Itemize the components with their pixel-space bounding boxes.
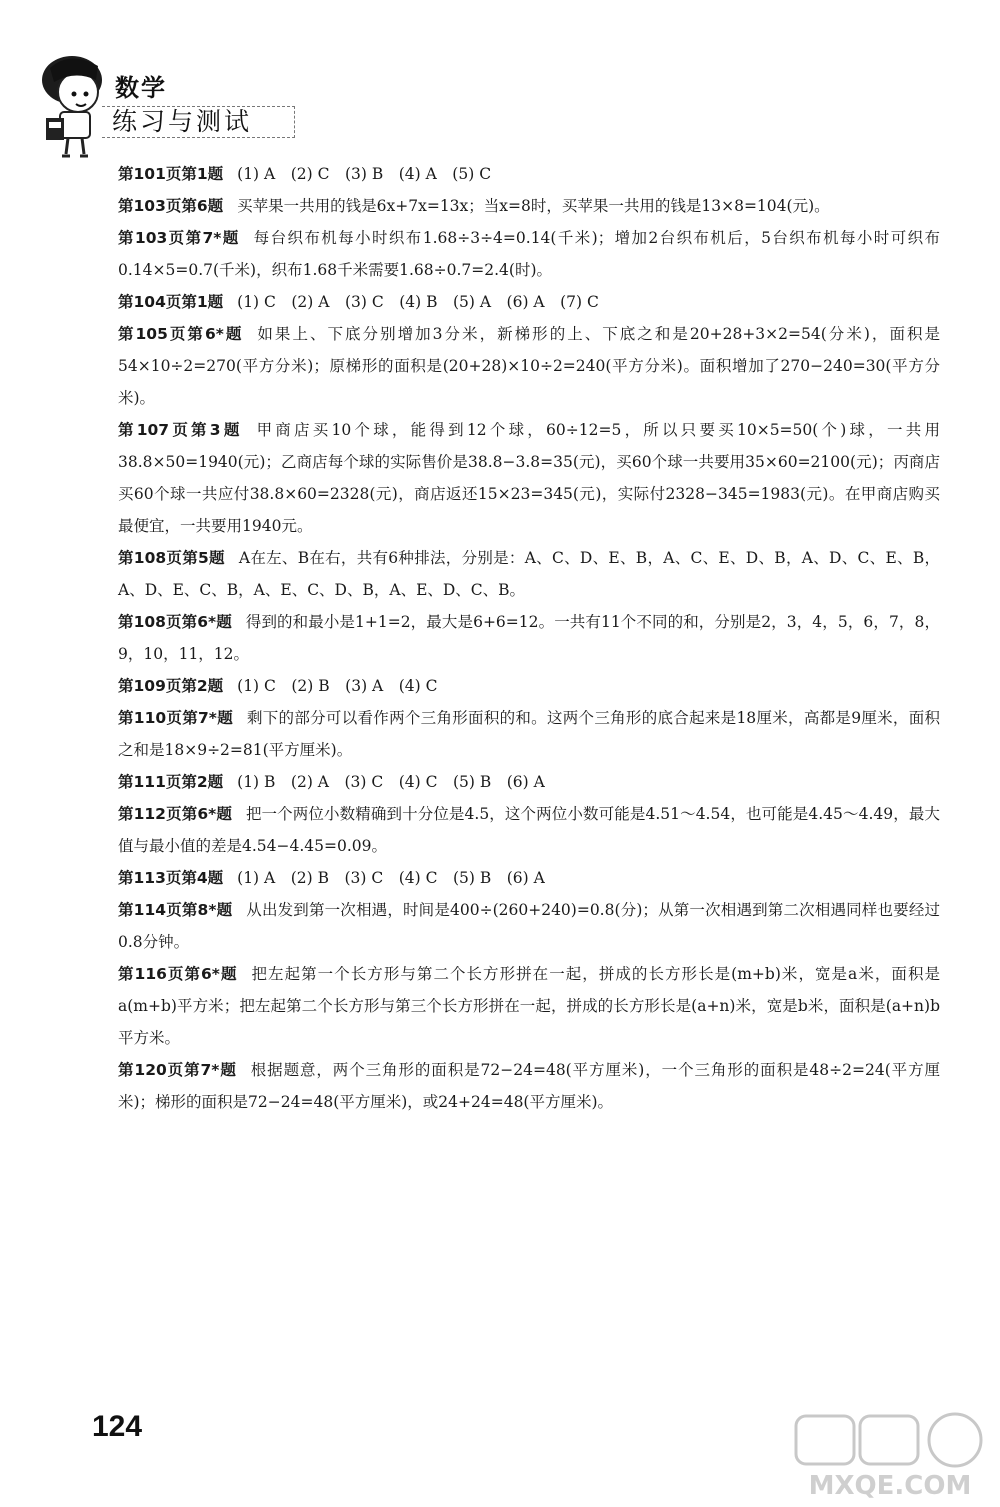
answer-entry [118,158,940,190]
answer-entry [118,286,940,318]
entry-text: (1) C (2) A (3) C (4) B (5) A (6) A (7) C [237,293,599,311]
entry-label: 第110页第7*题 [118,709,233,727]
answer-entry [118,958,940,1054]
entry-label: 第114页第8*题 [118,901,233,919]
entry-label: 第103页第7*题 [118,229,240,247]
entry-label: 第120页第7*题 [118,1061,237,1079]
answer-entry [118,542,940,606]
answer-entry [118,222,940,286]
answer-entry [118,414,940,542]
entry-text: 把一个两位小数精确到十分位是4.5，这个两位小数可能是4.51～4.54，也可能是4.45～4.49，最大值与最小值的差是4.54−4.45=0.09。 [118,805,940,855]
answer-entry [118,670,940,702]
entry-text: 甲商店买10个球，能得到12个球，60÷12=5，所以只要买10×5=50(个)球，一共用38.8×50=1940(元)；乙商店每个球的实际售价是38.8−3.8=35(元)，买60个球一共要用35×60=2100(元)；丙商店买60个球一共应付38.8×60=2328(元)，商店返还15×23=345(元)，实际付2328−345=1983(元)。在甲商店购买最便宜，一共要用1940元。 [118,421,941,535]
answer-entry [118,318,940,414]
entry-text: (1) C (2) B (3) A (4) C [237,677,438,695]
answer-entry [118,798,940,862]
entry-text: 得到的和最小是1+1=2，最大是6+6=12。一共有11个不同的和，分别是2，3，4，5，6，7，8，9，10，11，12。 [118,613,940,663]
entry-label: 第101页第1题 [118,165,224,183]
entry-text: 根据题意，两个三角形的面积是72−24=48(平方厘米)，一个三角形的面积是48÷2=24(平方厘米)；梯形的面积是72−24=48(平方厘米)，或24+24=48(平方厘米)。 [118,1061,940,1111]
entry-text: 剩下的部分可以看作两个三角形面积的和。这两个三角形的底合起来是18厘米，高都是9厘米，面积之和是18×9÷2=81(平方厘米)。 [118,709,940,759]
page-number: 124 [92,1410,143,1443]
watermark-logo [790,1410,990,1500]
answer-entry [118,190,940,222]
entry-label: 第107页第3题 [118,421,243,439]
entry-text: 把左起第一个长方形与第二个长方形拼在一起，拼成的长方形长是(m+b)米，宽是a米，面积是a(m+b)平方米；把左起第二个长方形与第三个长方形拼在一起，拼成的长方形长是(a+n)米，宽是b米，面积是(a+n)b平方米。 [118,965,941,1047]
entry-label: 第105页第6*题 [118,325,244,343]
entry-text: A在左、B在右，共有6种排法，分别是：A、C、D、E、B，A、C、E、D、B，A、D、C、E、B，A、D、E、C、B，A、E、C、D、B，A、E、D、C、B。 [118,549,941,599]
answer-list [118,158,940,1118]
entry-text: (1) B (2) A (3) C (4) C (5) B (6) A [237,773,545,791]
entry-label: 第112页第6*题 [118,805,232,823]
entry-text: 如果上、下底分别增加3分米，新梯形的上、下底之和是20+28+3×2=54(分米)，面积是54×10÷2=270(平方分米)；原梯形的面积是(20+28)×10÷2=240(平方分米)。面积增加了270−240=30(平方分米)。 [118,325,940,407]
entry-label: 第108页第6*题 [118,613,232,631]
answer-entry [118,862,940,894]
answer-entry [118,702,940,766]
entry-text: 每台织布机每小时织布1.68÷3÷4=0.14(千米)；增加2台织布机后，5台织布机每小时可织布0.14×5=0.7(千米)，织布1.68千米需要1.68÷0.7=2.4(时)。 [118,229,941,279]
header-subject: 数学 [115,74,167,102]
answer-entry [118,894,940,958]
entry-label: 第113页第4题 [118,869,224,887]
entry-text: 从出发到第一次相遇，时间是400÷(260+240)=0.8(分)；从第一次相遇到第二次相遇同样也要经过0.8分钟。 [118,901,940,951]
entry-label: 第109页第2题 [118,677,224,695]
entry-label: 第111页第2题 [118,773,224,791]
entry-label: 第108页第5题 [118,549,225,567]
watermark-text: MXQE.COM [808,1471,972,1500]
entry-label: 第103页第6题 [118,197,224,215]
entry-label: 第104页第1题 [118,293,224,311]
header-book-title: 练习与测试 [112,107,253,136]
entry-text: (1) A (2) B (3) C (4) C (5) B (6) A [237,869,545,887]
book-header [20,40,320,170]
answer-entry [118,606,940,670]
entry-text: 买苹果一共用的钱是6x+7x=13x；当x=8时，买苹果一共用的钱是13×8=104(元)。 [237,197,830,215]
entry-label: 第116页第6*题 [118,965,238,983]
entry-text: (1) A (2) C (3) B (4) A (5) C [237,165,492,183]
answer-entry [118,1054,940,1118]
mascot-boy-icon [20,40,120,170]
answer-entry [118,766,940,798]
